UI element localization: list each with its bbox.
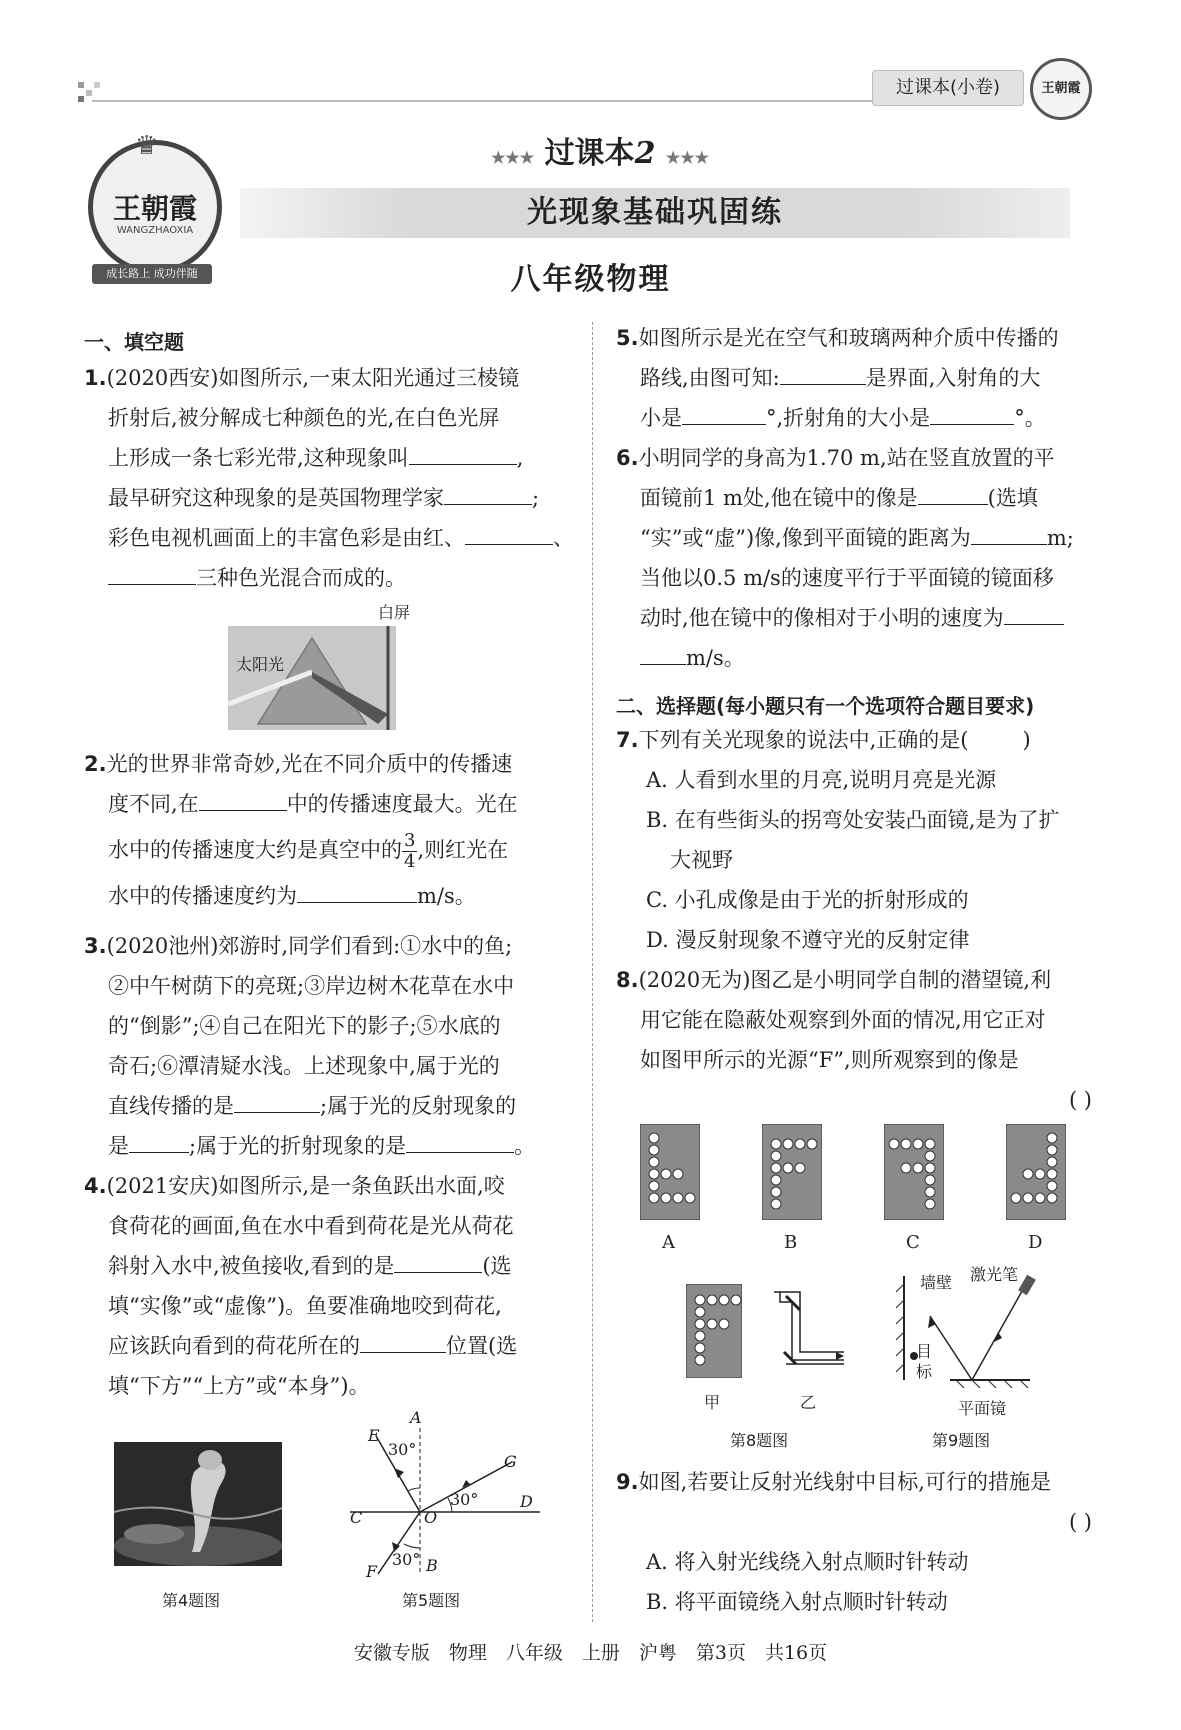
blank-input[interactable] [360,1330,446,1353]
logo-ribbon: 成长路上 成功伴随 [92,264,212,284]
blank-input[interactable] [406,1130,514,1153]
fig5-label-A: A [410,1408,422,1427]
fig5-angle-top: 30° [388,1440,417,1459]
logo-crown-icon: ♛ [135,131,159,161]
question-2: 2.光的世界非常奇妙,光在不同介质中的传播速 度不同,在 中的传播速度最大。光在 水中的传播速度大约是真空中的 $\frac{3}{4}$ ,则红光在 水中的传播速度约为 m/s。 [84,752,518,908]
blank-input[interactable] [918,482,988,505]
fig8-label-D: D [1028,1232,1043,1253]
section-fill-blank-title: 一、填空题 [84,330,184,354]
header-logo-small: 王朝霞 [1030,58,1092,120]
fig5-angle-right: 30° [450,1490,479,1509]
fig9-caption: 第9题图 [932,1431,991,1450]
blank-input[interactable] [930,402,1014,425]
fig4-fish-photo [114,1442,282,1566]
blank-input[interactable] [444,482,532,505]
fig8-option-C[interactable] [884,1124,944,1220]
fig1-sun-label: 太阳光 [236,655,285,674]
fig8-yi-periscope [772,1290,846,1376]
fig8-jia-light-source [686,1284,742,1378]
header-rule [92,100,962,102]
fig5-angle-bottom: 30° [392,1550,421,1569]
series-title: ★★★ 过课本2 ★★★ [491,136,709,171]
fig8-label-C: C [906,1232,920,1253]
blank-input[interactable] [780,362,866,385]
blank-input[interactable] [465,522,553,545]
fig4-caption: 第4题图 [162,1591,221,1610]
fig8-option-B[interactable] [762,1124,822,1220]
question-5: 5.如图所示是光在空气和玻璃两种介质中传播的 路线,由图可知: 是界面,入射角的大 小是 °,折射角的大小是 °。 [616,326,1059,430]
blank-input[interactable] [640,642,686,665]
blank-input[interactable] [297,880,417,903]
fig8-label-jia: 甲 [704,1393,721,1412]
fig5-label-E: E [368,1426,380,1445]
question-4: 4.(2021安庆)如图所示,是一条鱼跃出水面,咬 食荷花的画面,鱼在水中看到荷花是光从荷花 斜射入水中,被鱼接收,看到的是 (选 填“实像”或“虚像”)。鱼要准确地咬到荷花, 应该跃向看到的荷花所在的 位置(选 填“下方”“上方”或“本身”)。 [84,1174,518,1398]
page-footer: 安徽专版 物理 八年级 上册 沪粤 第3页 共16页 [353,1642,828,1664]
logo-latin: WANGZHAOXIA [116,225,194,236]
column-divider [592,322,593,1622]
fig8-caption: 第8题图 [730,1431,789,1450]
fig8-option-A[interactable] [640,1124,700,1220]
q9-option-A[interactable]: A. 将入射光线绕入射点顺时针转动 [646,1550,969,1574]
question-7: 7.下列有关光现象的说法中,正确的是( ) A. 人看到水里的月亮,说明月亮是光源 B. 在有些街头的拐弯处安装凸面镜,是为了扩 大视野 C. 小孔成像是由于光的折射形成的 D. 漫反射现象不遵守光的反射定律 [616,720,1106,960]
fig9-mirror-diagram [890,1270,1050,1390]
blank-input[interactable] [129,1130,189,1153]
q9-answer-paren[interactable]: ( ) [1068,1510,1092,1534]
blank-input[interactable] [1004,602,1064,625]
q7-option-C[interactable]: C. 小孔成像是由于光的折射形成的 [646,888,969,912]
fig9-wall-label: 墙壁 [920,1273,953,1292]
star-icon: ★★★ [665,148,709,167]
blank-input[interactable] [682,402,766,425]
question-8: 8.(2020无为)图乙是小明同学自制的潜望镜,利 用它能在隐蔽处观察到外面的情况,用它正对 如图甲所示的光源“F”,则所观察到的像是 ( ) [616,960,1106,1120]
fig8-option-D[interactable] [1006,1124,1066,1220]
fig8-label-B: B [784,1232,798,1253]
section-choice-title: 二、选择题(每小题只有一个选项符合题目要求) [616,694,1035,718]
fig9-mirror-label: 平面镜 [958,1399,1007,1418]
fraction-three-quarters: $\frac{3}{4}$ [404,830,416,872]
fig5-label-B: B [426,1556,438,1575]
question-9: 9.如图,若要让反射光线射中目标,可行的措施是 ( ) A. 将入射光线绕入射点顺时针转动 B. 将平面镜绕入射点顺时针转动 [616,1462,1106,1622]
logo-name: 王朝霞 [112,192,197,225]
fig5-label-D: D [520,1492,533,1511]
fig8-label-A: A [662,1232,675,1253]
blank-input[interactable] [199,788,287,811]
blank-input[interactable] [971,522,1047,545]
q8-answer-paren[interactable]: ( ) [1068,1088,1092,1112]
blank-input[interactable] [394,1250,482,1273]
star-icon: ★★★ [491,148,535,167]
q7-option-A[interactable]: A. 人看到水里的月亮,说明月亮是光源 [646,768,997,792]
q7-option-B[interactable]: B. 在有些街头的拐弯处安装凸面镜,是为了扩 [646,808,1060,832]
blank-input[interactable] [234,1090,320,1113]
question-1: 1.(2020西安)如图所示,一束太阳光通过三棱镜 折射后,被分解成七种颜色的光,在白色光屏 上形成一条七彩光带,这种现象叫 , 最早研究这种现象的是英国物理学家 ; 彩色电视机画面上的丰富色彩是由红、 、 三种色光混合而成的。 [84,366,574,590]
fig8-label-yi: 乙 [800,1393,817,1412]
question-6: 6.小明同学的身高为1.70 m,站在竖直放置的平 面镜前1 m处,他在镜中的像是 (选填 “实”或“虚”)像,像到平面镜的距离为 m; 当他以0.5 m/s的速度平行于平面镜的镜面移 动时,他在镜中的像相对于小明的速度为 m/s。 [616,446,1074,670]
fig5-label-C: C [350,1508,363,1527]
fig9-laser-label: 激光笔 [970,1265,1019,1284]
page-subtitle: 光现象基础巩固练 [527,195,783,230]
fig1-screen-label: 白屏 [378,603,411,622]
blank-input[interactable] [108,562,196,585]
blank-input[interactable] [409,442,517,465]
header-tag: 过课本(小卷) [872,70,1024,106]
q9-option-B[interactable]: B. 将平面镜绕入射点顺时针转动 [646,1590,948,1614]
q7-option-D[interactable]: D. 漫反射现象不遵守光的反射定律 [646,928,970,952]
page-title: 八年级物理 [510,262,671,297]
fig9-target-label: 目标 [916,1342,933,1381]
fig5-label-O: O [424,1508,438,1527]
fig1-prism-figure [228,626,396,730]
fig5-label-F: F [366,1562,378,1581]
fig5-caption: 第5题图 [402,1591,461,1610]
question-3: 3.(2020池州)郊游时,同学们看到:①水中的鱼; ②中午树荫下的亮斑;③岸边树木花草在水中 的“倒影”;④自己在阳光下的影子;⑤水底的 奇石;⑥潭清疑水浅。上述现象中,属于光的 直线传播的是 ;属于光的反射现象的 是 ;属于光的折射现象的是 。 [84,934,536,1158]
fig5-label-G: G [504,1452,517,1471]
